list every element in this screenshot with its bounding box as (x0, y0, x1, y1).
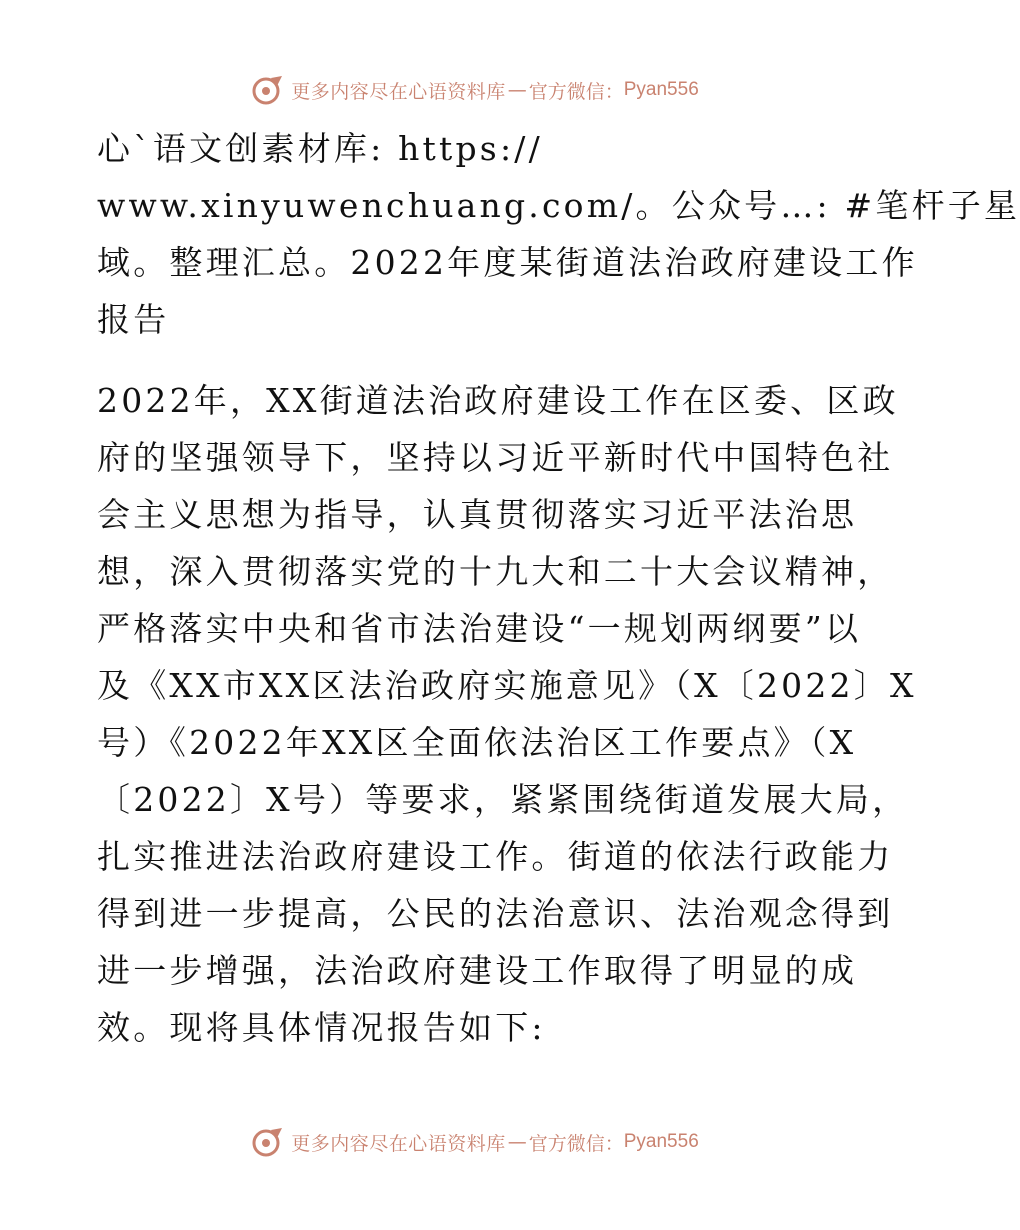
text-line: 进一步增强，法治政府建设工作取得了明显的成 (97, 951, 858, 990)
text-line: 及《XX市XX区法治政府实施意见》（X〔2022〕X (97, 666, 917, 705)
watermark-separator: — (507, 1131, 527, 1153)
footer-watermark (0, 1126, 950, 1158)
text-line: 想，深入贯彻落实党的十九大和二十大会议精神， (97, 552, 894, 591)
logo-icon (251, 1126, 285, 1158)
watermark-label: 官方微信： (528, 1132, 624, 1155)
text-line: 号）《2022年XX区全面依法治区工作要点》（X (97, 723, 857, 762)
watermark-text: 更多内容尽在心语资料库 (291, 80, 506, 103)
text-line: 域。整理汇总。2022年度某街道法治政府建设工作 (97, 243, 918, 282)
text-line: 严格落实中央和省市法治建设“一规划两纲要”以 (97, 609, 862, 648)
text-line: 报告 (97, 300, 170, 339)
text-line: 扎实推进法治政府建设工作。街道的依法行政能力 (97, 837, 894, 876)
text-line: 心`语文创素材库: https:// (97, 129, 543, 168)
watermark-id: Pyan556 (623, 1131, 699, 1152)
text-line: 得到进一步提高，公民的法治意识、法治观念得到 (97, 894, 894, 933)
logo-icon (251, 74, 285, 106)
text-line: 府的坚强领导下，坚持以习近平新时代中国特色社 (97, 438, 894, 477)
text-line: www.xinyuwenchuang.com/。公众号…: #笔杆子星 (97, 186, 1020, 225)
intro-paragraph (97, 120, 1020, 348)
watermark-text: 更多内容尽在心语资料库 (291, 1132, 506, 1155)
text-line: 会主义思想为指导，认真贯彻落实习近平法治思 (97, 495, 858, 534)
watermark-id: Pyan556 (623, 79, 699, 100)
watermark-separator: — (507, 79, 527, 101)
text-line: 效。现将具体情况报告如下: (97, 1008, 546, 1047)
text-line: 〔2022〕X号）等要求，紧紧围绕街道发展大局， (97, 780, 909, 819)
header-watermark (0, 74, 950, 106)
text-line: 2022年，XX街道法治政府建设工作在区委、区政 (97, 381, 899, 420)
body-paragraph (97, 372, 917, 1056)
watermark-label: 官方微信： (528, 80, 624, 103)
